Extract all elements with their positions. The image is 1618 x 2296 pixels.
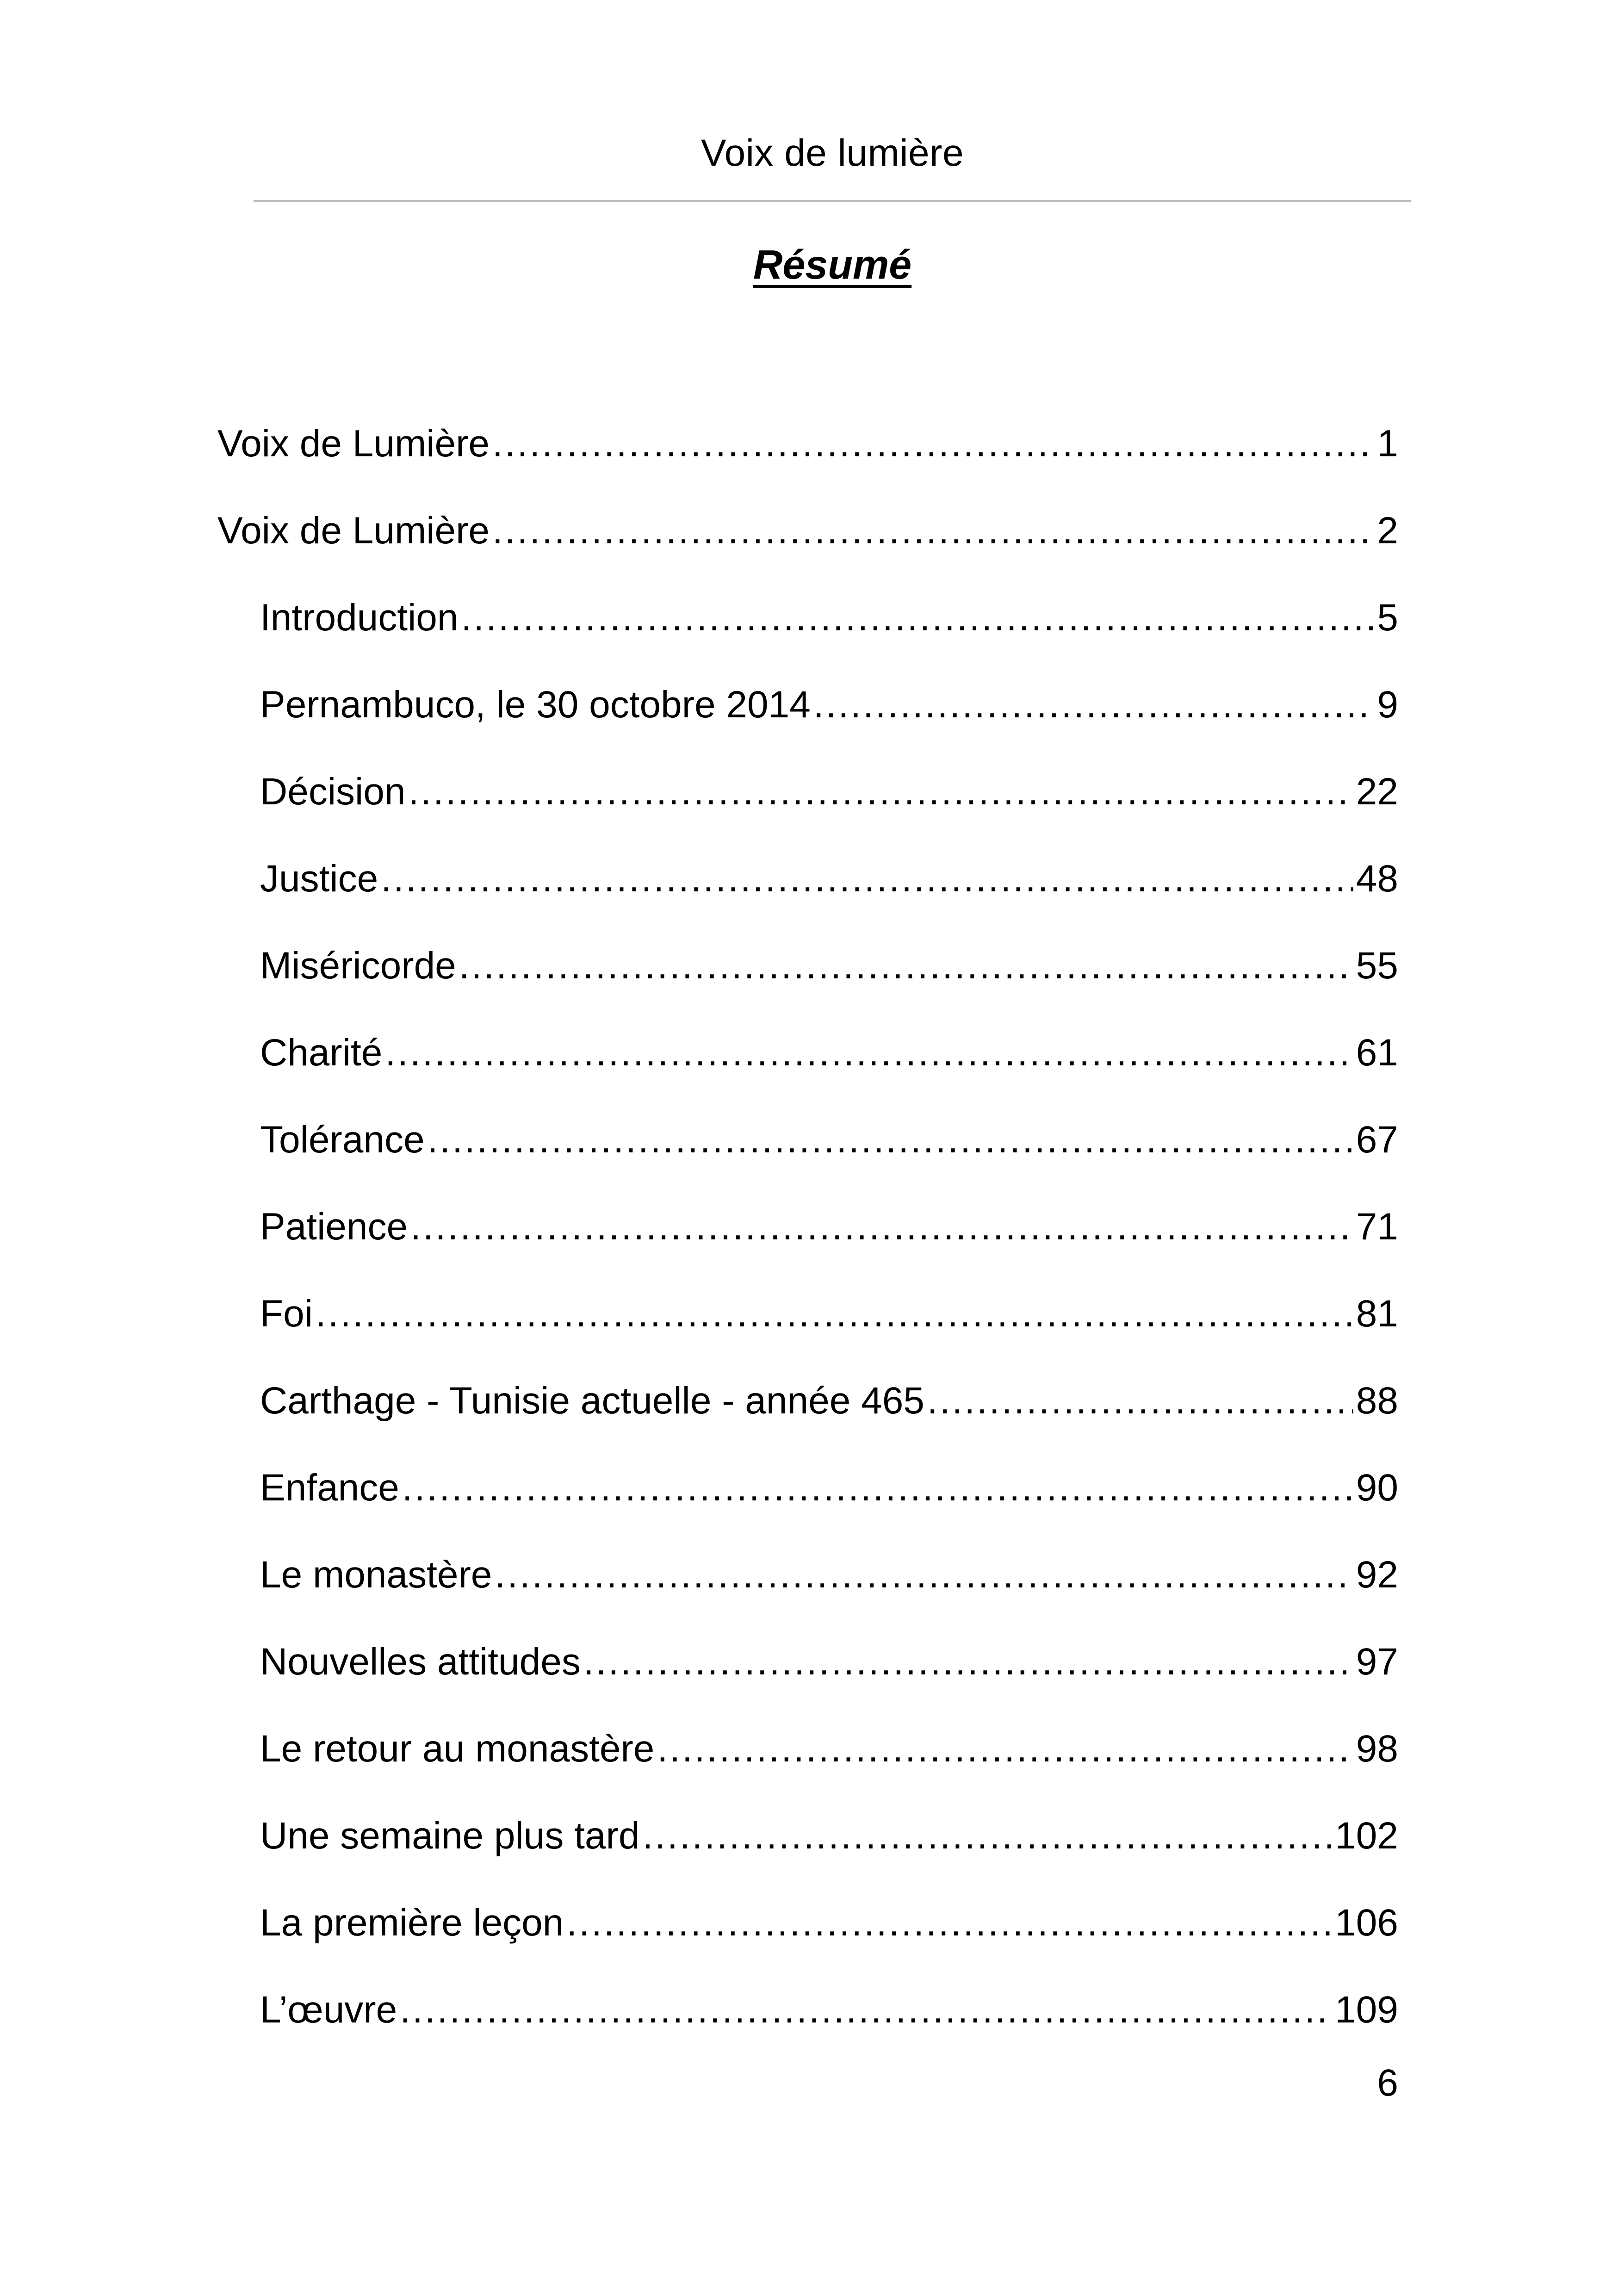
toc-dot-leader — [583, 1639, 1353, 1685]
toc-entry-page-number: 97 — [1356, 1641, 1398, 1683]
toc-entry-page-number: 109 — [1335, 1989, 1398, 2031]
toc-entry-page-number: 9 — [1377, 684, 1398, 726]
toc-dot-leader — [400, 1987, 1332, 2033]
toc-dot-leader — [410, 1204, 1353, 1250]
running-header: Voix de lumière — [701, 132, 964, 174]
toc-entry-page-number: 106 — [1335, 1902, 1398, 1944]
toc-entry[interactable] — [217, 1987, 1398, 2074]
toc-entry-title: Charité — [260, 1032, 383, 1074]
toc-entry-page-number: 88 — [1356, 1380, 1398, 1422]
table-of-contents — [217, 421, 1398, 2074]
toc-entry-page-number: 92 — [1356, 1554, 1398, 1596]
header-divider — [254, 200, 1411, 202]
toc-entry-page-number: 5 — [1377, 597, 1398, 639]
toc-entry-page-number: 22 — [1356, 771, 1398, 813]
toc-dot-leader — [316, 1291, 1353, 1337]
toc-dot-leader — [566, 1900, 1332, 1946]
page-title-text: Résumé — [753, 242, 912, 287]
toc-entry-page-number: 71 — [1356, 1206, 1398, 1248]
toc-dot-leader — [492, 421, 1374, 467]
toc-dot-leader — [492, 508, 1374, 554]
toc-entry[interactable] — [217, 1030, 1398, 1117]
toc-dot-leader — [381, 856, 1353, 902]
toc-entry[interactable] — [217, 1552, 1398, 1639]
toc-entry-title: Justice — [260, 858, 378, 900]
toc-entry-title: Voix de Lumière — [217, 510, 490, 552]
toc-entry[interactable] — [217, 1813, 1398, 1900]
toc-entry[interactable] — [217, 1726, 1398, 1813]
toc-entry-page-number: 1 — [1377, 423, 1398, 465]
toc-dot-leader — [459, 943, 1353, 989]
toc-entry[interactable] — [217, 1900, 1398, 1987]
toc-entry-title: Foi — [260, 1293, 313, 1335]
toc-dot-leader — [657, 1726, 1353, 1772]
toc-entry-page-number: 98 — [1356, 1728, 1398, 1770]
toc-entry[interactable] — [217, 769, 1398, 856]
toc-entry-page-number: 61 — [1356, 1032, 1398, 1074]
toc-entry-title: Miséricorde — [260, 945, 456, 987]
toc-entry-title: Enfance — [260, 1467, 399, 1509]
toc-entry[interactable] — [217, 508, 1398, 595]
toc-entry-title: La première leçon — [260, 1902, 564, 1944]
toc-entry-title: Carthage - Tunisie actuelle - année 465 — [260, 1380, 924, 1422]
toc-entry[interactable] — [217, 595, 1398, 682]
toc-dot-leader — [402, 1465, 1353, 1511]
toc-entry-page-number: 90 — [1356, 1467, 1398, 1509]
toc-entry-page-number: 102 — [1335, 1815, 1398, 1857]
toc-entry-title: Le monastère — [260, 1554, 492, 1596]
toc-entry-title: Patience — [260, 1206, 408, 1248]
toc-entry-title: L’œuvre — [260, 1989, 397, 2031]
toc-dot-leader — [461, 595, 1375, 641]
page-title — [254, 244, 1411, 285]
toc-entry-title: Nouvelles attitudes — [260, 1641, 581, 1683]
toc-entry[interactable] — [217, 1465, 1398, 1552]
toc-entry-page-number: 67 — [1356, 1119, 1398, 1161]
toc-entry[interactable] — [217, 943, 1398, 1030]
toc-dot-leader — [642, 1813, 1332, 1859]
toc-entry[interactable] — [217, 1639, 1398, 1726]
page-number: 6 — [1377, 2062, 1398, 2104]
toc-entry-title: Tolérance — [260, 1119, 425, 1161]
toc-entry-page-number: 2 — [1377, 510, 1398, 552]
toc-entry-title: Voix de Lumière — [217, 423, 490, 465]
toc-entry[interactable] — [217, 856, 1398, 943]
toc-entry-title: Pernambuco, le 30 octobre 2014 — [260, 684, 811, 726]
toc-entry-page-number: 48 — [1356, 858, 1398, 900]
toc-dot-leader — [927, 1378, 1353, 1424]
toc-entry[interactable] — [217, 1117, 1398, 1204]
toc-entry[interactable] — [217, 1378, 1398, 1465]
toc-entry-title: Une semaine plus tard — [260, 1815, 640, 1857]
toc-entry[interactable] — [217, 1204, 1398, 1291]
toc-entry[interactable] — [217, 682, 1398, 769]
toc-entry[interactable] — [217, 421, 1398, 508]
toc-dot-leader — [495, 1552, 1353, 1598]
toc-entry-title: Introduction — [260, 597, 459, 639]
toc-dot-leader — [813, 682, 1375, 728]
toc-dot-leader — [408, 769, 1353, 815]
toc-entry-title: Décision — [260, 771, 406, 813]
toc-entry-title: Le retour au monastère — [260, 1728, 655, 1770]
toc-entry-page-number: 81 — [1356, 1293, 1398, 1335]
toc-entry-page-number: 55 — [1356, 945, 1398, 987]
toc-dot-leader — [385, 1030, 1353, 1076]
toc-entry[interactable] — [217, 1291, 1398, 1378]
toc-dot-leader — [428, 1117, 1353, 1163]
